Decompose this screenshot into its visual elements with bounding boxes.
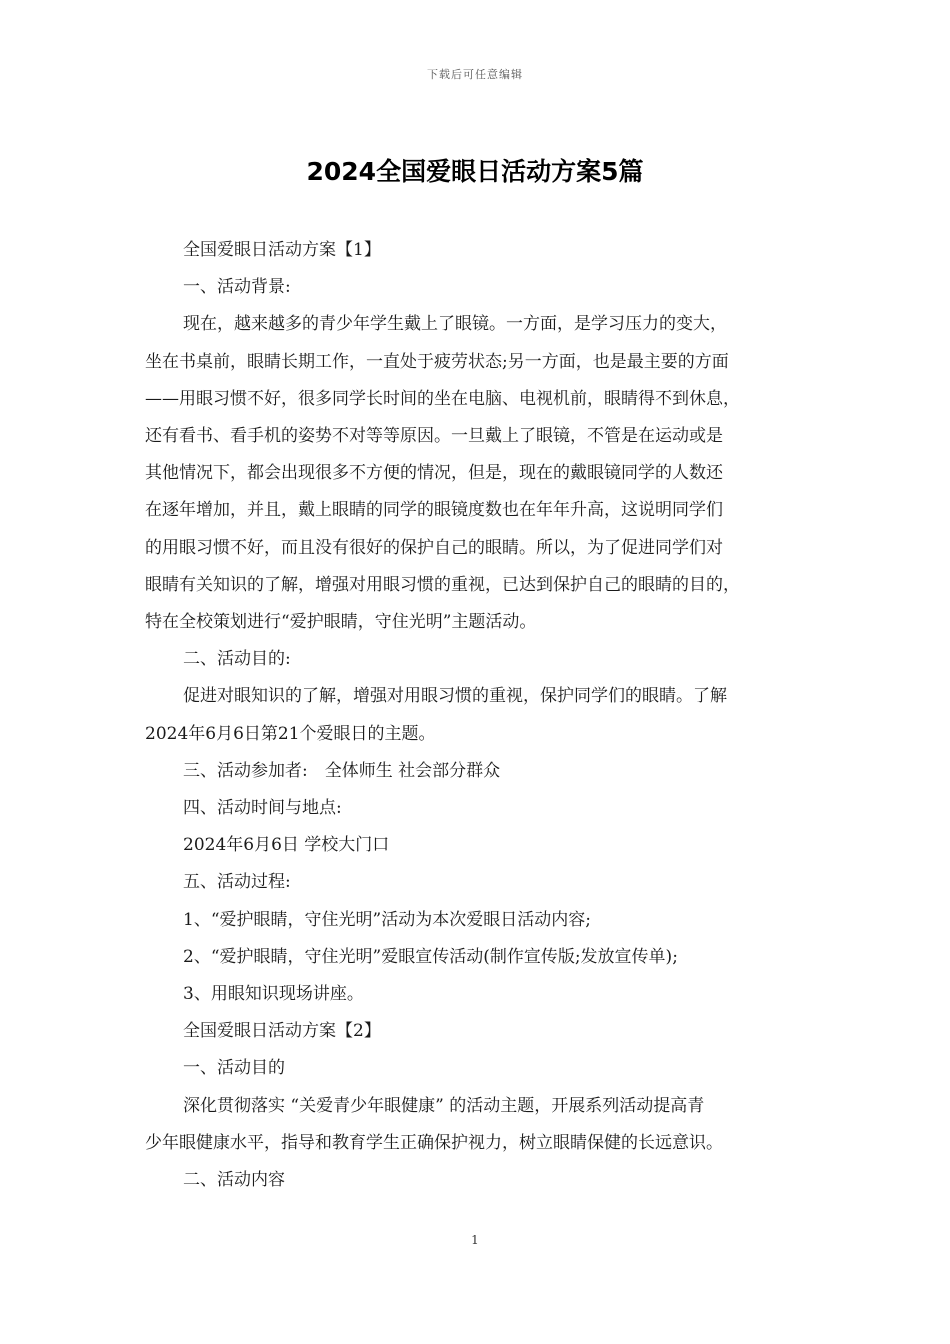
background-line-8: 眼睛有关知识的了解，增强对用眼习惯的重视，已达到保护自己的眼睛的目的， [145,574,740,595]
background-line-4: 还有看书、看手机的姿势不对等等原因。一旦戴上了眼镜，不管是在运动或是 [145,426,723,447]
background-line-9: 特在全校策划进行“爱护眼睛，守住光明”主题活动。 [145,612,537,633]
background-line-7: 的用眼习惯不好，而且没有很好的保护自己的眼睛。所以，为了促进同学们对 [145,537,723,558]
background-line-2: 坐在书桌前，眼睛长期工作，一直处于疲劳状态;另一方面，也是最主要的方面 [145,351,729,372]
process-item-1: 1、“爱护眼睛，守住光明”活动为本次爱眼日活动内容; [183,909,591,930]
participants-line: 三、活动参加者: 全体师生 社会部分群众 [183,760,501,781]
heading-time-place: 四、活动时间与地点: [183,798,342,819]
page-number: 1 [471,1233,479,1247]
purpose-line-2: 2024年6月6日第21个爱眼日的主题。 [145,723,436,744]
purpose-line-1: 促进对眼知识的了解，增强对用眼习惯的重视，保护同学们的眼睛。了解 [183,686,727,707]
document-body [145,232,825,1199]
background-line-1: 现在，越来越多的青少年学生戴上了眼镜。一方面，是学习压力的变大， [183,314,727,335]
process-item-3: 3、用眼知识现场讲座。 [183,984,364,1005]
header-note: 下载后可任意编辑 [427,68,523,81]
background-line-3: ——用眼习惯不好，很多同学长时间的坐在电脑、电视机前，眼睛得不到休息， [145,388,740,409]
document-title: 2024全国爱眼日活动方案5篇 [306,157,644,186]
heading-background: 一、活动背景: [183,277,291,298]
time-place-line: 2024年6月6日 学校大门口 [183,835,390,856]
heading-process: 五、活动过程: [183,872,291,893]
heading-purpose: 二、活动目的: [183,649,291,670]
purpose-2-line-2: 少年眼健康水平，指导和教育学生正确保护视力，树立眼睛保健的长远意识。 [145,1132,723,1153]
purpose-2-line-1: 深化贯彻落实 “关爱青少年眼健康” 的活动主题，开展系列活动提高青 [183,1095,705,1116]
section-heading-plan-2: 全国爱眼日活动方案【2】 [183,1021,381,1042]
background-line-5: 其他情况下，都会出现很多不方便的情况，但是，现在的戴眼镜同学的人数还 [145,463,723,484]
background-line-6: 在逐年增加，并且，戴上眼睛的同学的眼镜度数也在年年升高，这说明同学们 [145,500,723,521]
process-item-2: 2、“爱护眼睛，守住光明”爱眼宣传活动(制作宣传版;发放宣传单); [183,946,678,967]
heading-content: 二、活动内容 [183,1170,285,1191]
heading-purpose-2: 一、活动目的 [183,1058,285,1079]
section-heading-plan-1: 全国爱眼日活动方案【1】 [183,240,381,260]
